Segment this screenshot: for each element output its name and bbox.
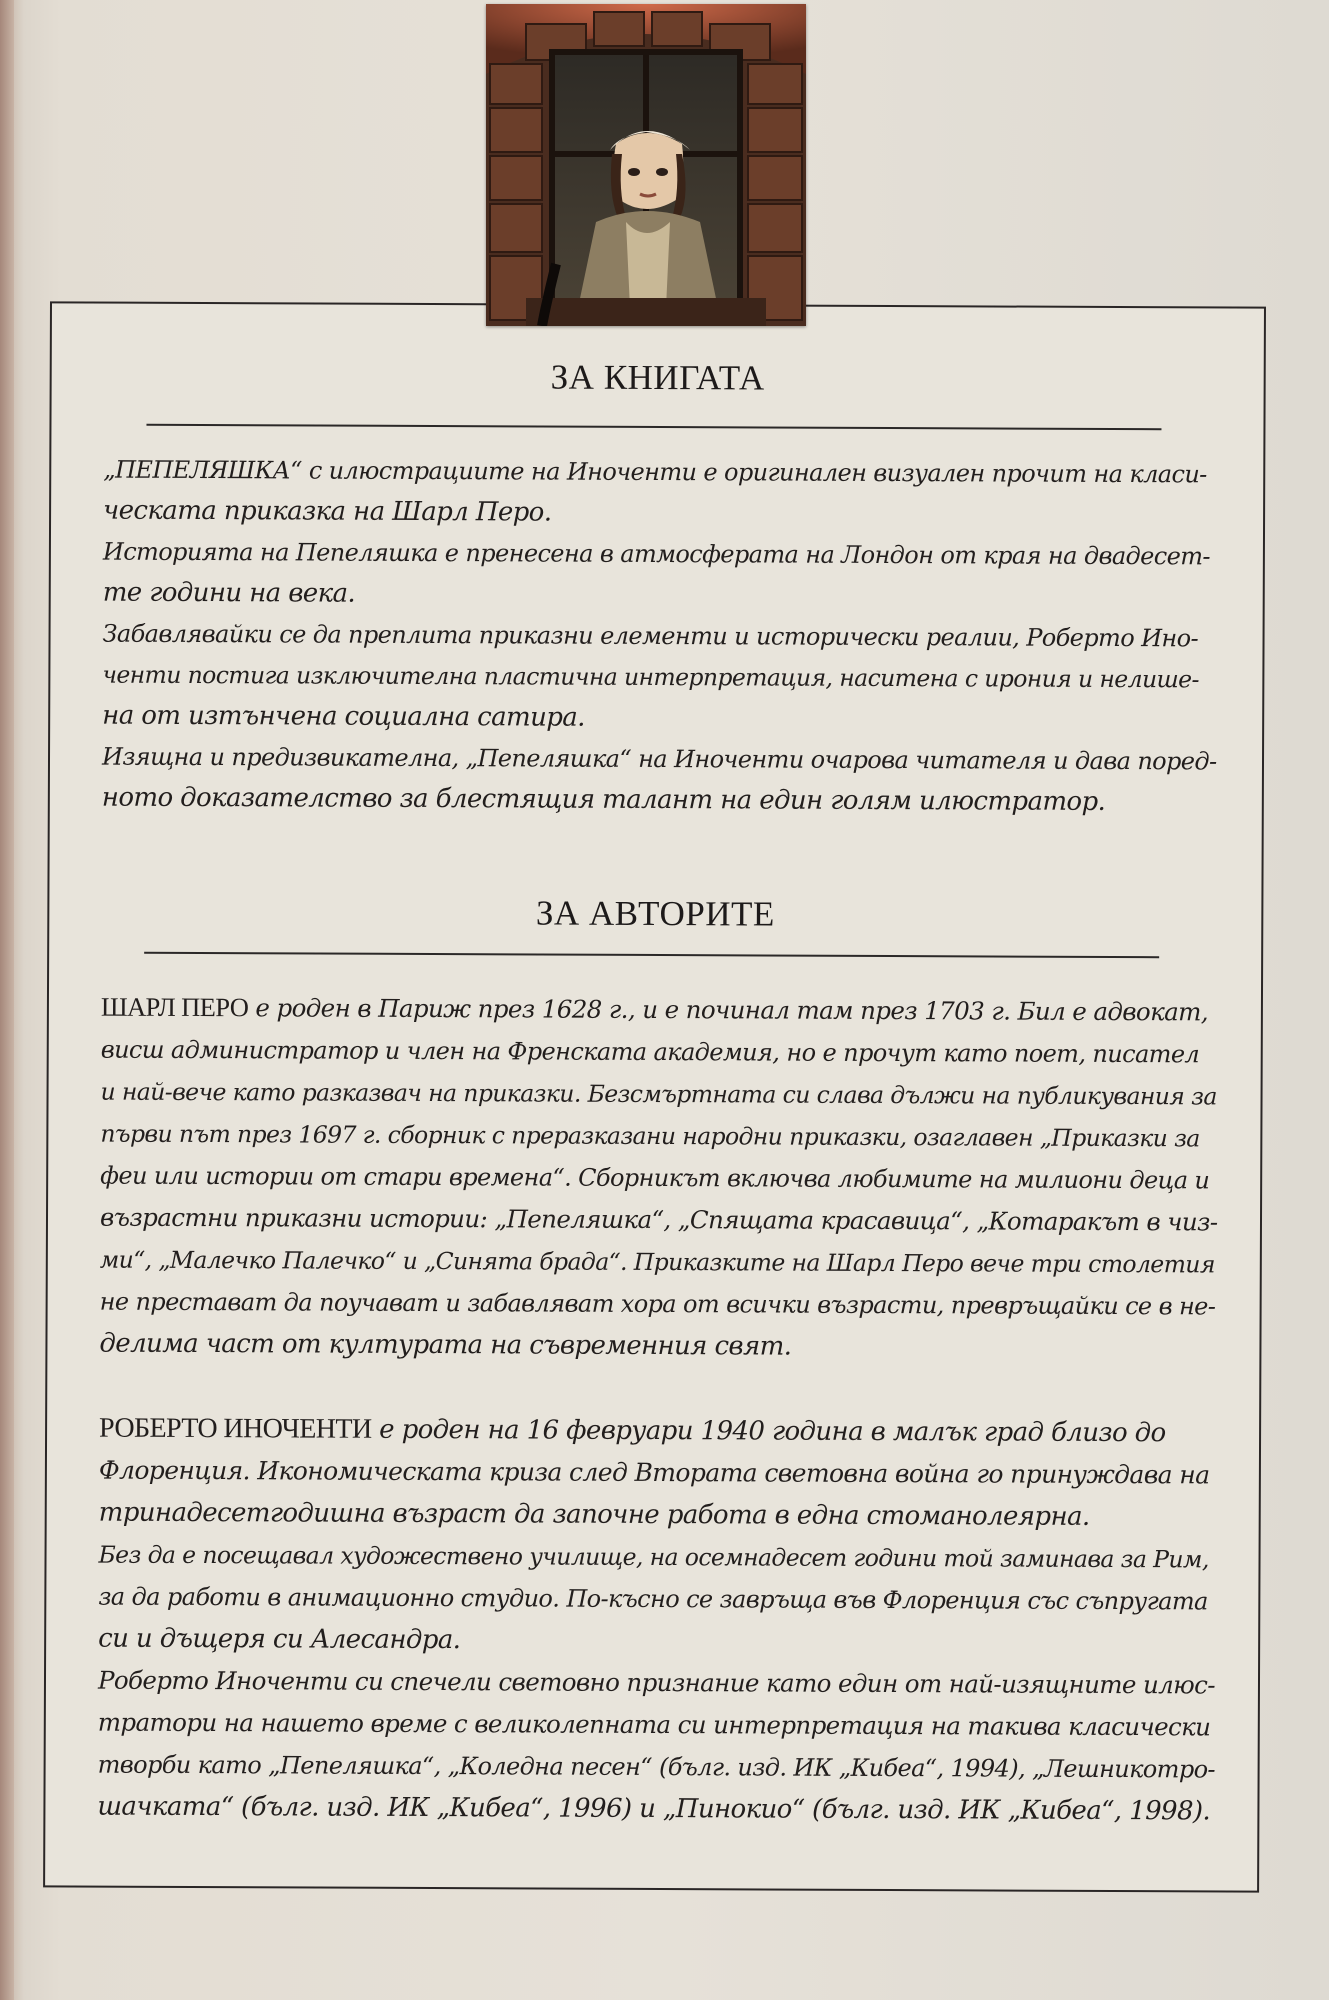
about-book-line: ченти постига изключителна пластична интерпретация, наситена с ирония и нелише- [102,660,1199,694]
about-book-line: „ПЕПЕЛЯШКА“ с илюстрациите на Иноченти е оригинален визуален прочит на класи- [103,455,1207,489]
perrault-bio-line: първи път през 1697 г. сборник с преразказани народни приказки, озаглавен „Приказки за [100,1119,1200,1153]
innocenti-bio-line: тратори на нашето време с великолепната си интерпретация на такива класически [97,1707,1211,1742]
innocenti-bio-line: за да работи в анимационно студио. По-късно се завръща във Флоренция със съпругата [98,1582,1208,1616]
about-authors-divider [144,952,1159,958]
about-book-line: ческата приказка на Шарл Перо. [103,495,552,528]
about-book-line: ното доказателство за блестящия талант на един голям илюстратор. [101,782,1106,817]
about-book-heading: ЗА КНИГАТА [550,357,765,398]
innocenti-bio-line: Роберто Иноченти си спечели световно признание като един от най-изящните илюс- [97,1665,1216,1700]
about-book-line: Забавлявайки се да преплита приказни елементи и исторически реалии, Роберто Ино- [102,619,1199,653]
perrault-bio [99,986,1219,1370]
perrault-bio-line: ми“, „Малечко Палечко“ и „Синята брада“. Приказките на Шарл Перо вече три столетия [99,1245,1215,1279]
about-book-line: Изящна и предизвикателна, „Пепеляшка“ на Иноченти очарова читателя и дава поред- [101,742,1217,776]
about-book-line: те години на века. [102,577,356,609]
about-book-divider [146,424,1161,430]
innocenti-bio-line: тринадесетгодишна възраст да започне работа в една стоманолеярна. [98,1497,1090,1532]
perrault-bio-line: висш администратор и член на Френската академия, но е прочут като поет, писател [100,1035,1200,1069]
innocenti-bio-line [99,1408,1217,1455]
cinderella-window-illustration [486,4,806,326]
innocenti-bio-line: Без да е посещавал художествено училище, на осемнадесет години той заминава за Рим, [98,1540,1209,1574]
perrault-bio-line: делима част от културата на съвременния свят. [99,1328,792,1362]
innocenti-bio-first-line: е роден на 16 февруари 1940 година в малък град близо до [371,1414,1166,1449]
about-book-line: Историята на Пепеляшка е пренесена в атмосферата на Лондон от края на двадесет- [102,537,1210,571]
perrault-bio-first-line: е роден в Париж през 1628 г., и е починал там през 1703 г. Бил е адвокат, [248,993,1209,1027]
innocenti-bio-line: творби като „Пепеляшка“, „Коледна песен“ (бълг. изд. ИК „Кибеа“, 1994), „Лешникотро- [97,1750,1216,1784]
perrault-bio-line [101,986,1219,1034]
perrault-name: ШАРЛ ПЕРО [100,991,249,1023]
about-authors-heading: ЗА АВТОРИТЕ [535,893,775,934]
text-frame [43,301,1266,1892]
perrault-bio-line: и най-вече като разказвач на приказки. Безсмъртната си слава дължи на публикувания за [100,1077,1217,1111]
innocenti-name: РОБЕРТО ИНОЧЕНТИ [99,1412,372,1445]
perrault-bio-line: не престават да поучават и забавляват хора от всички възрасти, превръщайки се в не- [99,1287,1216,1321]
about-book-text [102,450,1222,824]
perrault-bio-line: феи или истории от стари времена“. Сборникът включва любимите на милиони деца и [100,1161,1210,1195]
perrault-bio-line: възрастни приказни истории: „Пепеляшка“, „Спящата красавица“, „Котаракът в чиз- [99,1202,1218,1237]
innocenti-bio-line: Флоренция. Икономическата криза след Втората световна война го принуждава на [98,1455,1210,1490]
innocenti-bio-line: шачката“ (бълг. изд. ИК „Кибеа“, 1996) и „Пинокио“ (бълг. изд. ИК „Кибеа“, 1998). [97,1791,1211,1827]
innocenti-bio-line: си и дъщеря си Алесандра. [98,1623,461,1656]
page-edge [0,0,14,2000]
about-book-line: на от изтънчена социална сатира. [102,700,585,733]
innocenti-bio [97,1408,1217,1833]
